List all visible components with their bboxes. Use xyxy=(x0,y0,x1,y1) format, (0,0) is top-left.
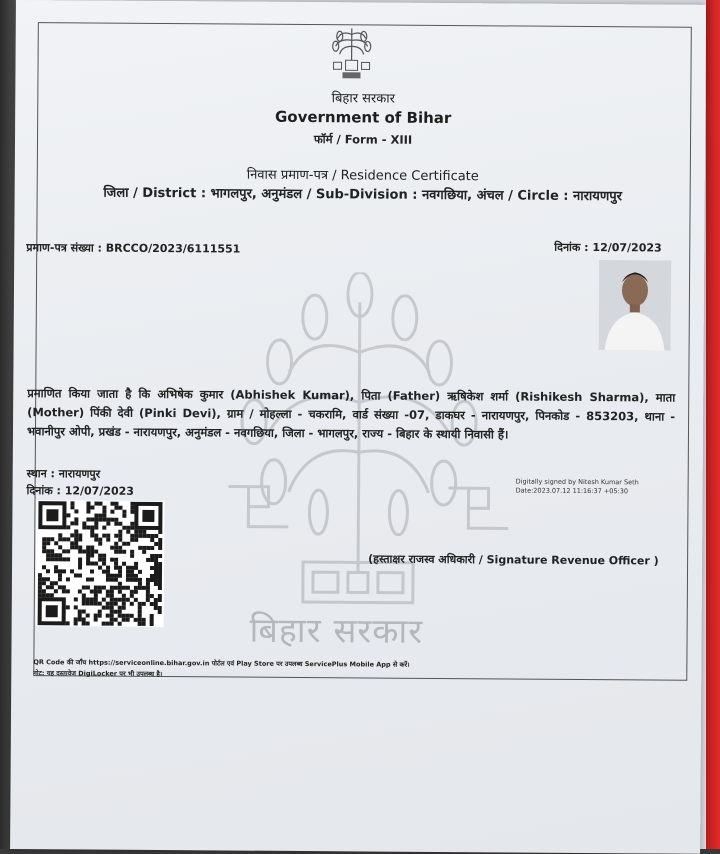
watermark-text: बिहार सरकार xyxy=(249,610,424,652)
applicant-photo xyxy=(599,260,672,351)
certificate-paper xyxy=(10,0,706,854)
issue-date: दिनांक : 12/07/2023 xyxy=(554,240,662,255)
issue-date-bottom: दिनांक : 12/07/2023 xyxy=(26,484,135,498)
qr-code xyxy=(36,500,165,627)
background-red-edge xyxy=(706,0,720,849)
digital-signature-date: Date:2023.07.12 11:16:37 +05:30 xyxy=(515,486,629,496)
digital-signature-info xyxy=(516,478,666,497)
certificate-title: निवास प्रमाण-पत्र / Residence Certificate xyxy=(246,167,479,185)
digilocker-note: नोट: यह दस्तावेज DigiLocker पर भी उपलब्ध है। xyxy=(33,669,163,679)
qr-code-icon xyxy=(36,500,165,627)
digital-signature-name: Digitally signed by Nitesh Kumar Seth xyxy=(515,477,639,487)
location-line: जिला / District : भागलपुर, अनुमंडल / Sub-Division : नवगछिया, अंचल / Circle : नारायणपुर xyxy=(103,185,622,205)
signature-label: (हस्ताक्षर राजस्व अधिकारी / Signature Revenue Officer ) xyxy=(368,552,659,568)
form-number: फॉर्म / Form - XIII xyxy=(313,132,413,147)
govt-name-english: Government of Bihar xyxy=(274,107,452,128)
qr-verification-note: QR Code की जाँच https://serviceonline.bihar.gov.in पोर्टल एवं Play Store पर उपलब्ध ServicePlus Mobile App से करें। xyxy=(33,658,410,669)
govt-name-hindi: बिहार सरकार xyxy=(331,91,396,107)
bihar-emblem-icon xyxy=(325,24,377,80)
issue-place: स्थान : नारायणपुर xyxy=(26,467,101,481)
applicant-portrait-icon xyxy=(599,260,672,351)
certificate-body: प्रमाणित किया जाता है कि अभिषेक कुमार (Abhishek Kumar), पिता (Father) ऋषिकेश शर्मा (Rishikesh Sharma), माता (Mother) पिंकी देवी (Pinki Devi), ग्राम / मोहल्ला - चकरामि, वार्ड संख्या -07, डाकघर - नारायणपुर, पिनकोड - 853203, थाना - भवानीपुर ओपी, प्रखंड - नारायणपुर, अनुमंडल - नवगछिया, जिला - भागलपुर, राज्य - बिहार के स्थायी निवासी हैं। xyxy=(26,386,676,442)
certificate-number: प्रमाण-पत्र संख्या : BRCCO/2023/6111551 xyxy=(26,241,241,256)
